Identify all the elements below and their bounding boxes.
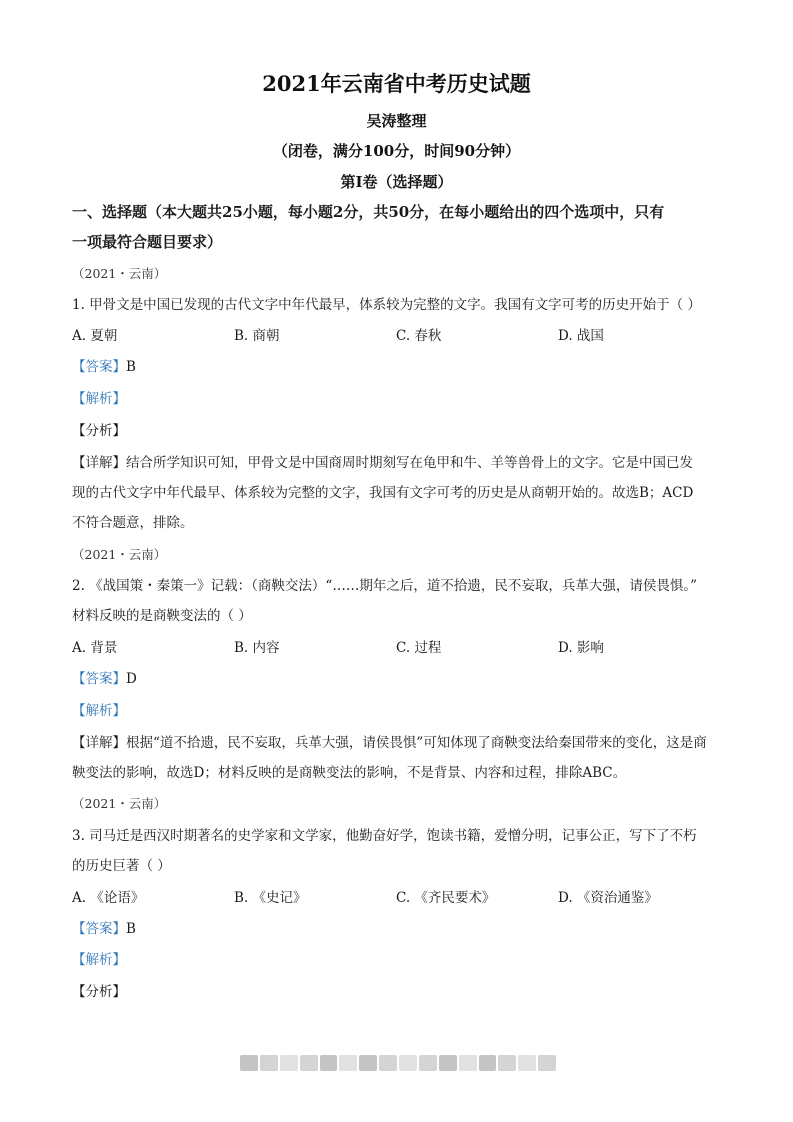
- question-2-stem-2: 材料反映的是商鞅变法的（ ）: [72, 608, 252, 624]
- analysis-label: 【解析】: [72, 952, 126, 968]
- exam-info: （闭卷，满分100分，时间90分钟）: [272, 142, 521, 160]
- question-1-detail-2: 现的古代文字中年代最早、体系较为完整的文字，我国有文字可考的历史是从商朝开始的。故选B；ACD: [72, 485, 694, 501]
- answer-value: B: [126, 359, 136, 375]
- question-1-detail-1: [72, 453, 722, 473]
- option-a: A. 夏朝: [72, 328, 118, 344]
- question-2-stem-1: 2. 《战国策・秦策一》记载：（商鞅交法）“……期年之后，道不拾遗，民不妄取，兵革大强，请侯畏惧。”: [72, 578, 697, 594]
- question-1-stem: 1. 甲骨文是中国已发现的古代文字中年代最早，体系较为完整的文字。我国有文字可考的历史开始于（ ）: [72, 297, 701, 313]
- question-3-source: （2021・云南）: [72, 796, 167, 811]
- analysis-label: 【解析】: [72, 703, 126, 719]
- question-1-source: （2021・云南）: [72, 266, 167, 281]
- detail-text: 根据“道不拾遗，民不妄取，兵革大强，请侯畏惧”可知体现了商鞅变法给秦国带来的变化，这是商: [126, 735, 707, 751]
- option-c: C. 过程: [396, 640, 442, 656]
- author-line: 吴涛整理: [366, 112, 427, 130]
- option-a: A. 背景: [72, 640, 118, 656]
- answer-value: D: [126, 671, 137, 687]
- option-d: D. 战国: [558, 328, 604, 344]
- question-2-detail-1: [72, 733, 722, 753]
- option-b: B. 内容: [234, 640, 280, 656]
- option-d: D. 影响: [558, 640, 604, 656]
- analysis-label: 【解析】: [72, 391, 126, 407]
- question-1-analysis: [72, 389, 722, 409]
- answer-label: 【答案】: [72, 921, 126, 937]
- question-1-detail-3: 不符合题意，排除。: [72, 515, 194, 531]
- section-title: 第Ⅰ卷（选择题）: [340, 173, 453, 191]
- answer-value: B: [126, 921, 136, 937]
- question-3-analysis: [72, 950, 722, 970]
- question-3-stem-1: 3. 司马迁是西汉时期著名的史学家和文学家，他勤奋好学，饱读书籍，爱憎分明，记事公正，写下了不朽: [72, 828, 697, 844]
- question-1-fenxi: [72, 421, 722, 441]
- question-2-analysis: [72, 701, 722, 721]
- option-d: D. 《资治通鉴》: [558, 890, 658, 906]
- question-2-detail-2: 鞅变法的影响，故选D；材料反映的是商鞅变法的影响，不是背景、内容和过程，排除ABC。: [72, 765, 627, 781]
- option-b: B. 《史记》: [234, 890, 307, 906]
- answer-label: 【答案】: [72, 359, 126, 375]
- question-3-stem-2: 的历史巨著（ ）: [72, 858, 171, 874]
- instructions-line-1: 一、选择题（本大题共25小题，每小题2分，共50分，在每小题给出的四个选项中，只有: [72, 203, 665, 221]
- detail-text: 结合所学知识可知，甲骨文是中国商周时期刻写在龟甲和牛、羊等兽骨上的文字。它是中国已发: [126, 455, 693, 471]
- question-2-answer: [72, 669, 722, 689]
- question-1-answer: [72, 357, 722, 377]
- option-c: C. 《齐民要术》: [396, 890, 496, 906]
- footer-watermark: [240, 1055, 556, 1071]
- detail-label: 【详解】: [72, 455, 126, 471]
- fenxi-label: 【分析】: [72, 984, 126, 1000]
- fenxi-label: 【分析】: [72, 423, 126, 439]
- option-b: B. 商朝: [234, 328, 280, 344]
- answer-label: 【答案】: [72, 671, 126, 687]
- instructions-line-2: 一项最符合题目要求）: [72, 233, 223, 251]
- option-c: C. 春秋: [396, 328, 442, 344]
- question-3-fenxi: [72, 982, 722, 1002]
- option-a: A. 《论语》: [72, 890, 145, 906]
- page-title: 2021年云南省中考历史试题: [262, 71, 531, 96]
- question-2-source: （2021・云南）: [72, 547, 167, 562]
- detail-label: 【详解】: [72, 735, 126, 751]
- question-3-answer: [72, 919, 722, 939]
